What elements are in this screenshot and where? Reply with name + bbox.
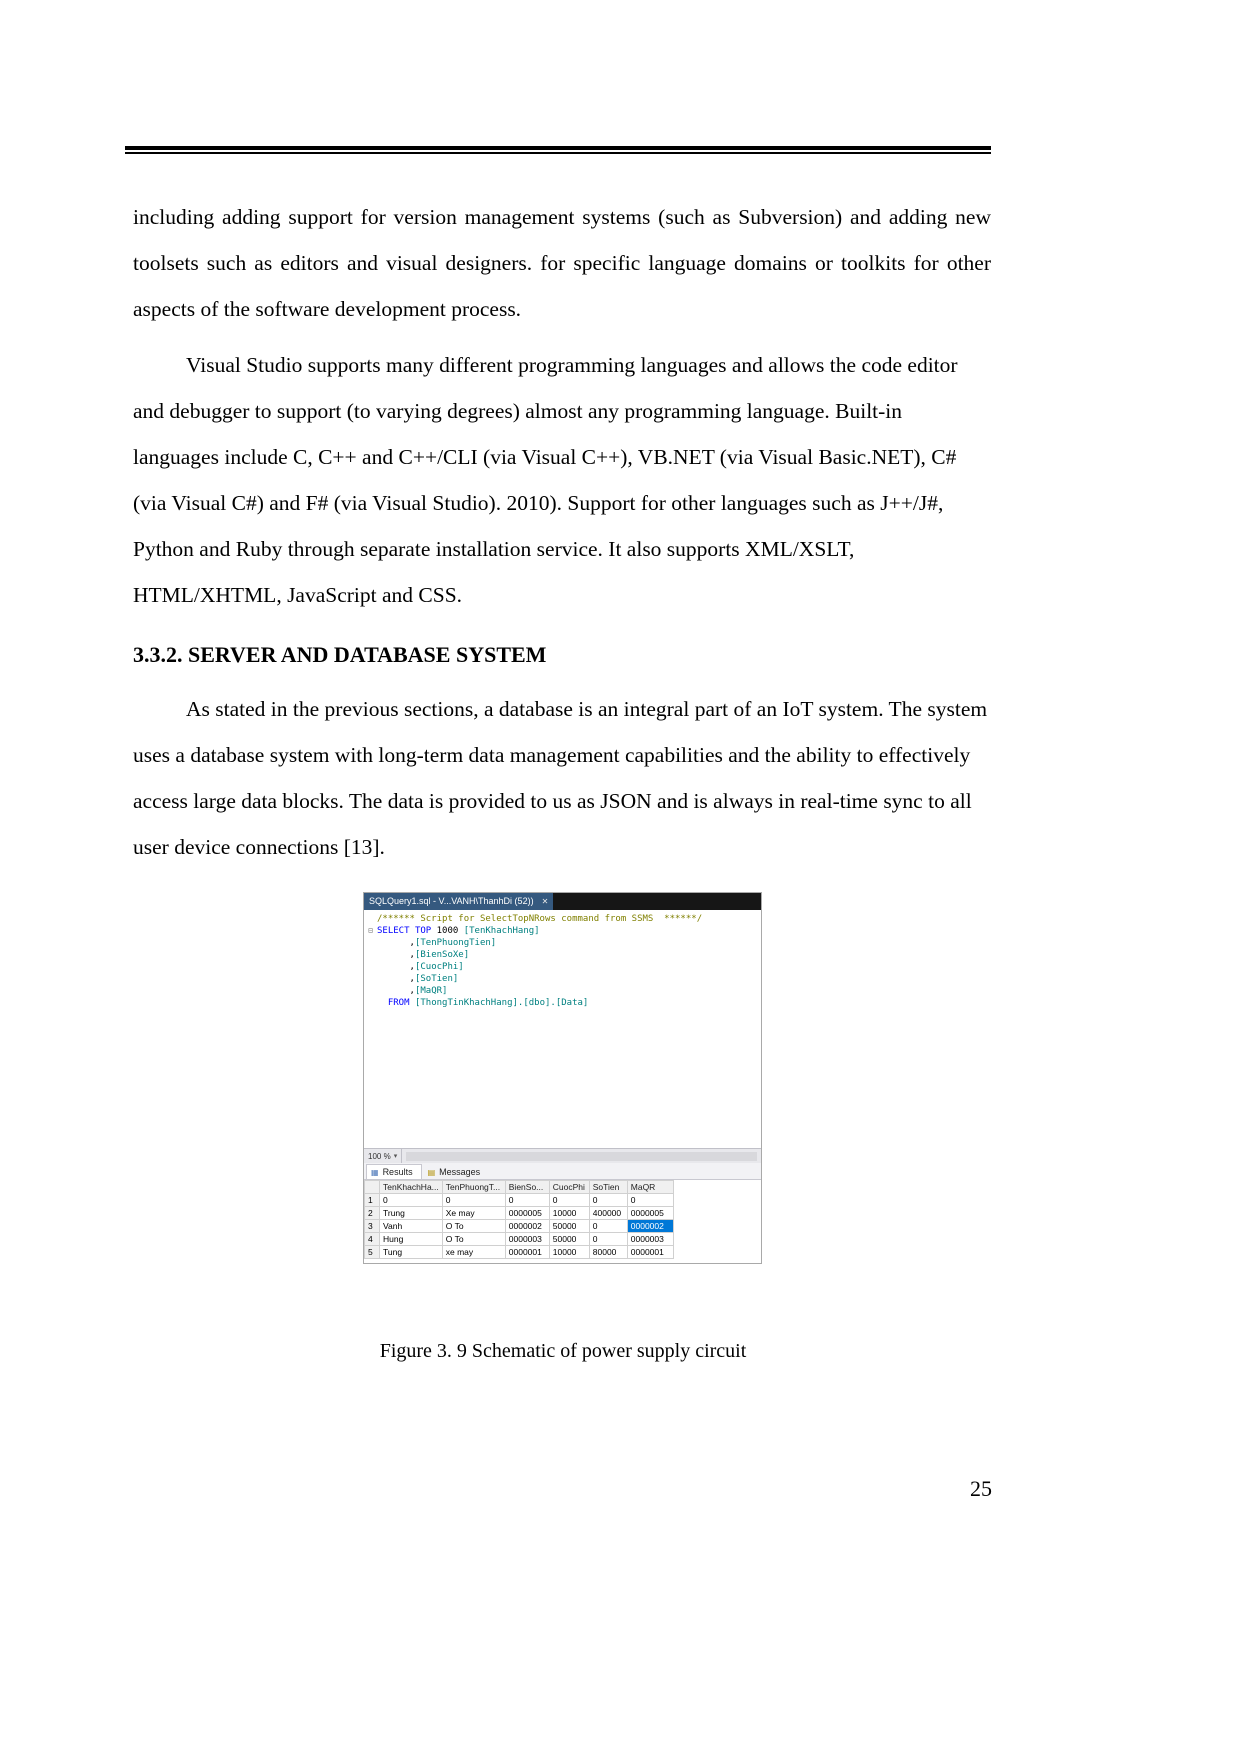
results-grid-icon: ▦ xyxy=(371,1167,379,1177)
results-tab-label: Results xyxy=(382,1167,413,1177)
header-rule-thick xyxy=(125,146,991,150)
code-line xyxy=(364,961,761,973)
messages-icon: ▤ xyxy=(427,1167,436,1177)
code-editor[interactable] xyxy=(364,910,761,1148)
code-line xyxy=(364,973,761,985)
grid-column-header[interactable]: MaQR xyxy=(627,1181,673,1194)
header-rule-thin xyxy=(125,152,991,154)
tab-results[interactable] xyxy=(366,1164,422,1179)
code-text: ,[MaQR] xyxy=(377,986,448,996)
grid-cell[interactable]: 0000002 xyxy=(505,1220,549,1233)
grid-row xyxy=(365,1246,674,1259)
row-number[interactable]: 1 xyxy=(365,1194,380,1207)
code-text: /****** Script for SelectTopNRows command from SSMS ******/ xyxy=(377,914,703,924)
editor-status-bar xyxy=(364,1148,761,1163)
ssms-screenshot xyxy=(363,892,762,1264)
collapse-toggle-icon[interactable]: ⊟ xyxy=(368,926,373,935)
results-grid xyxy=(364,1180,674,1259)
grid-cell[interactable]: 0000005 xyxy=(505,1207,549,1220)
grid-cell[interactable]: 0 xyxy=(442,1194,505,1207)
grid-column-header[interactable]: TenPhuongT... xyxy=(442,1181,505,1194)
code-gutter xyxy=(364,985,377,997)
grid-cell[interactable]: 0000001 xyxy=(627,1246,673,1259)
code-gutter xyxy=(364,937,377,949)
grid-cell[interactable]: Vanh xyxy=(380,1220,443,1233)
code-lines xyxy=(364,913,761,1009)
grid-cell[interactable]: 0 xyxy=(380,1194,443,1207)
messages-tab-label: Messages xyxy=(439,1167,481,1177)
code-gutter xyxy=(364,913,377,925)
grid-row xyxy=(365,1220,674,1233)
grid-cell[interactable]: 0000003 xyxy=(627,1233,673,1246)
zoom-level: 100 % xyxy=(368,1151,391,1161)
code-text: ,[BienSoXe] xyxy=(377,950,470,960)
grid-cell[interactable]: O To xyxy=(442,1220,505,1233)
document-tab-title: SQLQuery1.sql - V...VANH\ThanhDi (52)) xyxy=(369,896,534,906)
grid-cell[interactable]: 0 xyxy=(589,1233,627,1246)
grid-column-header[interactable]: SoTien xyxy=(589,1181,627,1194)
code-line xyxy=(364,937,761,949)
figure xyxy=(363,892,763,1363)
document-tab[interactable] xyxy=(364,893,553,910)
grid-cell[interactable]: 10000 xyxy=(549,1246,589,1259)
grid-cell[interactable]: Trung xyxy=(380,1207,443,1220)
section-heading: 3.3.2. SERVER AND DATABASE SYSTEM xyxy=(133,642,547,667)
grid-cell[interactable]: 0 xyxy=(627,1194,673,1207)
grid-cell[interactable]: 0 xyxy=(549,1194,589,1207)
page-number: 25 xyxy=(970,1476,992,1501)
grid-cell[interactable]: 0 xyxy=(589,1194,627,1207)
code-text: ,[SoTien] xyxy=(377,974,459,984)
code-line xyxy=(364,985,761,997)
grid-cell[interactable]: 0000002 xyxy=(627,1220,673,1233)
paragraph-2: Visual Studio supports many different programming languages and allows the code editor and debugger to support (to varying degrees) almost any programming language. Built-in languages include C, C++ and C++/CLI (via Visual C++), VB.NET (via Visual Basic.NET), C# (via Visual C#) and F# (via Visual Studio). 2010). Support for other languages such as J++/J#, Python and Ruby through separate installation service. It also supports XML/XSLT, HTML/XHTML, JavaScript and CSS. xyxy=(133,353,958,607)
code-gutter xyxy=(364,973,377,985)
paragraph-1: including adding support for version management systems (such as Subversion) and adding new toolsets such as editors and visual designers. for specific language domains or toolkits for other aspects of the software development process. xyxy=(133,205,991,321)
grid-row xyxy=(365,1194,674,1207)
code-gutter xyxy=(364,961,377,973)
grid-header xyxy=(365,1181,674,1194)
code-text: ,[TenPhuongTien] xyxy=(377,938,497,948)
grid-cell[interactable]: 0000003 xyxy=(505,1233,549,1246)
grid-row xyxy=(365,1233,674,1246)
code-text: FROM [ThongTinKhachHang].[dbo].[Data] xyxy=(387,998,589,1008)
grid-column-header[interactable]: BienSo... xyxy=(505,1181,549,1194)
grid-cell[interactable]: O To xyxy=(442,1233,505,1246)
horizontal-scrollbar[interactable] xyxy=(406,1152,757,1161)
code-line xyxy=(364,997,761,1009)
figure-caption: Figure 3. 9 Schematic of power supply circuit xyxy=(379,1340,747,1362)
grid-cell[interactable]: Hung xyxy=(380,1233,443,1246)
zoom-control[interactable] xyxy=(364,1149,402,1163)
grid-cell[interactable]: 0 xyxy=(505,1194,549,1207)
paragraph-3: As stated in the previous sections, a database is an integral part of an IoT system. The system uses a database system with long-term data management capabilities and the ability to effectively access large data blocks. The data is provided to us as JSON and is always in real-time sync to all user device connections [13]. xyxy=(133,697,988,859)
grid-column-header[interactable]: TenKhachHa... xyxy=(380,1181,443,1194)
grid-cell[interactable]: 0 xyxy=(589,1220,627,1233)
grid-cell[interactable]: 0000001 xyxy=(505,1246,549,1259)
grid-body xyxy=(365,1194,674,1259)
code-gutter xyxy=(364,949,377,961)
grid-corner[interactable] xyxy=(365,1181,380,1194)
page-content xyxy=(133,194,991,1363)
grid-cell[interactable]: 80000 xyxy=(589,1246,627,1259)
code-line xyxy=(364,925,761,937)
code-line xyxy=(364,913,761,925)
grid-cell[interactable]: Tung xyxy=(380,1246,443,1259)
grid-row xyxy=(365,1207,674,1220)
grid-cell[interactable]: 10000 xyxy=(549,1207,589,1220)
grid-cell[interactable]: xe may xyxy=(442,1246,505,1259)
grid-column-header[interactable]: CuocPhi xyxy=(549,1181,589,1194)
close-icon[interactable]: ✕ xyxy=(541,897,549,906)
code-text: ,[CuocPhi] xyxy=(377,962,464,972)
row-number[interactable]: 4 xyxy=(365,1233,380,1246)
row-number[interactable]: 2 xyxy=(365,1207,380,1220)
grid-cell[interactable]: Xe may xyxy=(442,1207,505,1220)
code-line xyxy=(364,949,761,961)
header-rule xyxy=(125,146,991,154)
code-text: SELECT TOP 1000 [TenKhachHang] xyxy=(377,926,540,936)
row-number[interactable]: 5 xyxy=(365,1246,380,1259)
grid-cell[interactable]: 50000 xyxy=(549,1220,589,1233)
code-gutter xyxy=(364,997,377,1009)
results-tab-bar xyxy=(364,1163,761,1180)
tab-messages[interactable] xyxy=(424,1165,489,1179)
grid-cell[interactable]: 0000005 xyxy=(627,1207,673,1220)
grid-cell[interactable]: 400000 xyxy=(589,1207,627,1220)
chevron-down-icon[interactable]: ▾ xyxy=(393,1153,398,1160)
document-tab-bar xyxy=(364,893,761,910)
row-number[interactable]: 3 xyxy=(365,1220,380,1233)
grid-cell[interactable]: 50000 xyxy=(549,1233,589,1246)
